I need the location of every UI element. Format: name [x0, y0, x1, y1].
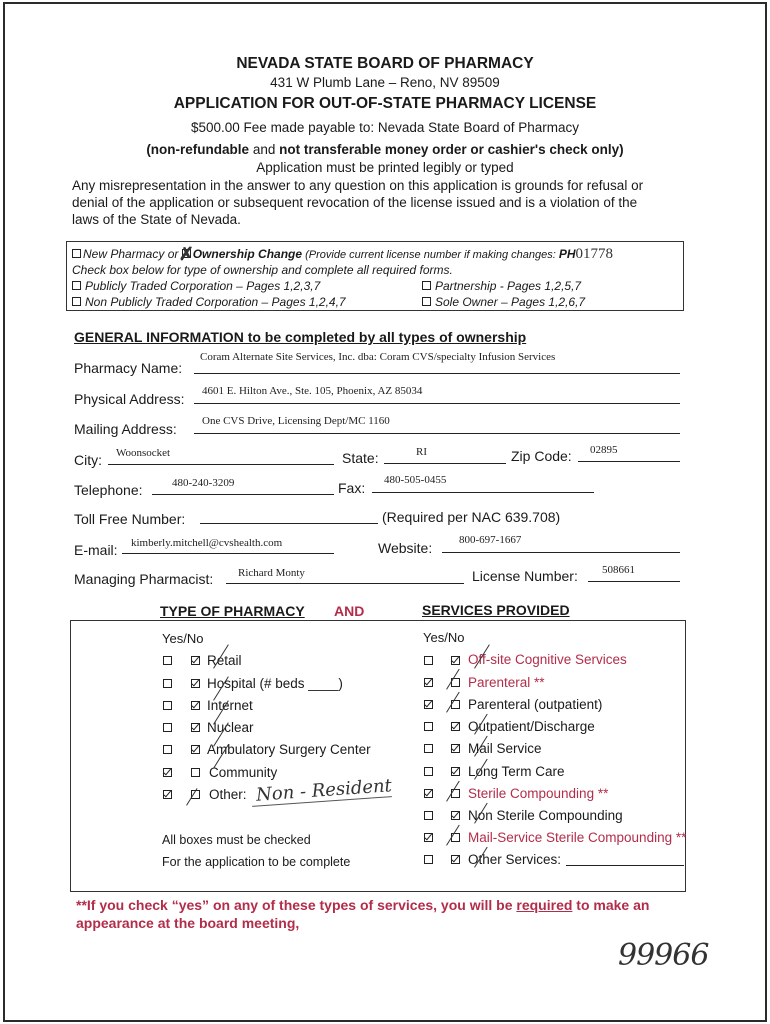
managing-pharmacist-line — [226, 583, 464, 584]
board-address: 431 W Plumb Lane – Reno, NV 89509 — [270, 75, 500, 90]
fax-label: Fax: — [338, 480, 366, 496]
email-value[interactable]: kimberly.mitchell@cvshealth.com — [131, 537, 283, 549]
ownership-change-checkbox[interactable]: ✗ — [178, 244, 194, 264]
other-services-line[interactable] — [566, 865, 684, 866]
hospital-yes-checkbox[interactable] — [163, 679, 172, 688]
other-services-yes-checkbox[interactable] — [424, 855, 433, 864]
other-services-label: Other Services: — [468, 852, 562, 867]
other-label: Other: — [209, 787, 247, 802]
mailing-address-label: Mailing Address: — [74, 421, 177, 437]
managing-pharmacist-value[interactable]: Richard Monty — [238, 567, 305, 579]
board-meeting-note-line2: appearance at the board meeting, — [76, 915, 300, 931]
website-label: Website: — [378, 540, 433, 556]
email-line — [122, 553, 334, 554]
type-yesno-header: Yes/No — [162, 631, 204, 646]
offsite-label: Off-site Cognitive Services — [468, 652, 627, 667]
public-corp-checkbox[interactable] — [72, 281, 81, 290]
printed-note: Application must be printed legibly or typed — [256, 160, 514, 175]
partnership-option[interactable]: Partnership - Pages 1,2,5,7 — [422, 279, 581, 293]
general-info-heading: GENERAL INFORMATION to be completed by all types of ownership — [74, 329, 527, 345]
city-line — [108, 464, 334, 465]
tollfree-line[interactable] — [200, 523, 378, 524]
sole-owner-checkbox[interactable] — [422, 297, 431, 306]
type-of-pharmacy-heading: TYPE OF PHARMACY — [160, 603, 305, 619]
nonpublic-corp-option[interactable]: Non Publicly Traded Corporation – Pages 1,2,4,7 — [72, 295, 346, 309]
internet-no-checkbox[interactable] — [191, 701, 200, 710]
zip-label: Zip Code: — [511, 448, 572, 464]
board-title: NEVADA STATE BOARD OF PHARMACY — [236, 55, 534, 72]
nonsterile-label: Non Sterile Compounding — [468, 808, 623, 823]
nonsterile-yes-checkbox[interactable] — [424, 811, 433, 820]
other-handwritten-value[interactable]: Non - Resident — [255, 775, 393, 806]
mailing-address-line — [194, 433, 680, 434]
sole-owner-option[interactable]: Sole Owner – Pages 1,2,6,7 — [422, 295, 585, 309]
internet-yes-checkbox[interactable] — [163, 701, 172, 710]
nonpublic-corp-checkbox[interactable] — [72, 297, 81, 306]
physical-address-label: Physical Address: — [74, 391, 185, 407]
website-value[interactable]: 800-697-1667 — [459, 534, 522, 546]
ambulatory-yes-checkbox[interactable] — [163, 745, 172, 754]
handwritten-file-number: 99966 — [618, 938, 709, 973]
zip-line — [578, 461, 680, 462]
mail-sterile-label: Mail-Service Sterile Compounding ** — [468, 830, 687, 845]
mail-label: Mail Service — [468, 741, 542, 756]
physical-address-line — [194, 403, 680, 404]
services-heading: SERVICES PROVIDED — [422, 602, 570, 618]
telephone-value[interactable]: 480-240-3209 — [172, 477, 235, 489]
city-label: City: — [74, 452, 102, 468]
telephone-line — [152, 494, 334, 495]
managing-pharmacist-label: Managing Pharmacist: — [74, 571, 214, 587]
mailing-address-value[interactable]: One CVS Drive, Licensing Dept/MC 1160 — [202, 415, 390, 427]
internet-label: Internet — [207, 698, 253, 713]
board-meeting-note-line1: **If you check “yes” on any of these types of services, you will be required to make an — [76, 897, 650, 913]
state-label: State: — [342, 450, 379, 466]
license-number-label: License Number: — [472, 568, 578, 584]
state-value[interactable]: RI — [416, 446, 427, 458]
misrepresentation-warning: Any misrepresentation in the answer to any question on this application is grounds for refusal or denial of the application or subsequent revocation of the license issued and is a violation of the laws of the State of Nevada. — [72, 178, 644, 227]
ltc-yes-checkbox[interactable] — [424, 767, 433, 776]
services-yesno-header: Yes/No — [423, 630, 465, 645]
website-line — [442, 552, 680, 553]
city-value[interactable]: Woonsocket — [116, 447, 171, 459]
sterile-label: Sterile Compounding ** — [468, 786, 609, 801]
tollfree-label: Toll Free Number: — [74, 511, 186, 527]
license-handwritten: 01778 — [575, 246, 614, 262]
physical-address-value[interactable]: 4601 E. Hilton Ave., Ste. 105, Phoenix, AZ 85034 — [202, 385, 423, 397]
zip-value[interactable]: 02895 — [590, 444, 618, 456]
nuclear-yes-checkbox[interactable] — [163, 723, 172, 732]
email-label: E-mail: — [74, 542, 118, 558]
license-number-line — [588, 581, 680, 582]
pharmacy-name-value[interactable]: Coram Alternate Site Services, Inc. dba: Coram CVS/specialty Infusion Services — [200, 351, 556, 363]
outpatient-discharge-yes-checkbox[interactable] — [424, 722, 433, 731]
offsite-yes-checkbox[interactable] — [424, 656, 433, 665]
hospital-label: Hospital (# beds ____) — [207, 676, 343, 691]
all-boxes-note: All boxes must be checked — [162, 833, 311, 847]
nuclear-no-checkbox[interactable] — [191, 723, 200, 732]
ownership-line1: New Pharmacy or ✗ Ownership Change (Provide current license number if making changes: PH01778 — [72, 246, 613, 263]
license-number-value[interactable]: 508661 — [602, 564, 635, 576]
state-line — [384, 463, 506, 464]
fee-line: $500.00 Fee made payable to: Nevada State Board of Pharmacy — [191, 120, 579, 135]
retail-yes-checkbox[interactable] — [163, 656, 172, 665]
payment-line: (non-refundable and not transferable money order or cashier's check only) — [146, 142, 624, 157]
community-no-checkbox[interactable] — [191, 768, 200, 777]
pharmacy-name-line — [194, 373, 680, 374]
tollfree-note: (Required per NAC 639.708) — [382, 509, 561, 525]
public-corp-option[interactable]: Publicly Traded Corporation – Pages 1,2,3,7 — [72, 279, 320, 293]
pharmacy-name-label: Pharmacy Name: — [74, 360, 183, 376]
community-label: Community — [209, 765, 278, 780]
parenteral-label: Parenteral ** — [468, 675, 545, 690]
outpatient-discharge-label: Outpatient/Discharge — [468, 719, 595, 734]
fax-line — [372, 492, 594, 493]
telephone-label: Telephone: — [74, 482, 143, 498]
parenteral-outpatient-label: Parenteral (outpatient) — [468, 697, 603, 712]
partnership-checkbox[interactable] — [422, 281, 431, 290]
form-title: APPLICATION FOR OUT-OF-STATE PHARMACY LICENSE — [173, 95, 597, 112]
fax-value[interactable]: 480-505-0455 — [384, 474, 447, 486]
retail-label: Retail — [207, 653, 242, 668]
ambulatory-label: Ambulatory Surgery Center — [207, 742, 371, 757]
ownership-check-note: Check box below for type of ownership and complete all required forms. — [72, 263, 453, 277]
mail-yes-checkbox[interactable] — [424, 744, 433, 753]
new-pharmacy-checkbox[interactable] — [72, 249, 81, 258]
ambulatory-no-checkbox[interactable] — [191, 745, 200, 754]
complete-note: For the application to be complete — [162, 855, 351, 869]
and-heading: AND — [334, 603, 365, 619]
nuclear-label: Nuclear — [207, 720, 254, 735]
community-yes-checkbox[interactable] — [163, 768, 172, 777]
ltc-label: Long Term Care — [468, 764, 565, 779]
